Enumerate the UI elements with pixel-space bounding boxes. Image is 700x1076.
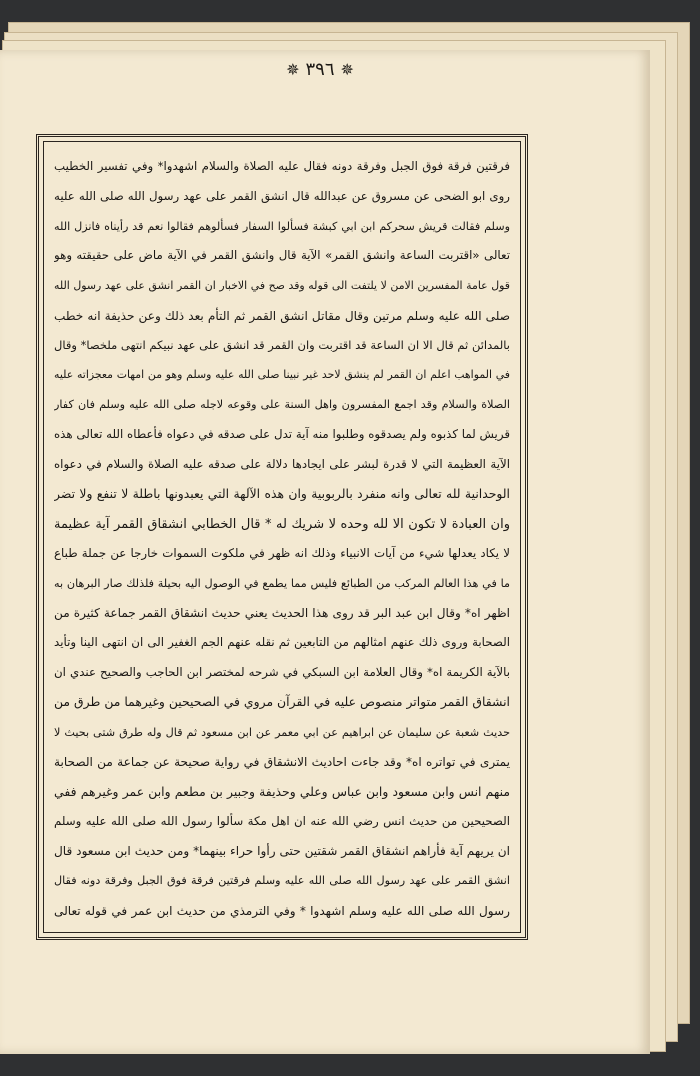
text-line: روى ابو الضحى عن مسروق عن عبدالله قال انشق القمر على عهد رسول الله صلى الله عليه	[54, 188, 510, 203]
page-number: ٣٩٦	[305, 58, 335, 80]
text-line: اظهر اه* وقال ابن عبد البر قد روى هذا الحديث يعني حديث انشقاق القمر جماعة كثيرة من	[54, 606, 510, 621]
text-line: الصحيحين من حديث انس رضي الله عنه ان اهل مكة سألوا رسول الله صلى الله عليه وسلم	[54, 813, 510, 828]
text-frame	[36, 134, 528, 940]
ornament-star-icon: ✵	[340, 59, 354, 79]
text-line: لا يكاد يعدلها شيء من آيات الانبياء وذلك انه ظهر في ملكوت السموات خارجا عن جملة طباع	[54, 545, 510, 560]
text-line: صلى الله عليه وسلم مرتين وقال مقاتل انشق القمر ثم التأم بعد ذلك وعن حذيفة انه خطب	[54, 308, 510, 323]
text-line: انشقاق القمر متواتر منصوص عليه في القرآن مروي في الصحيحين وغيرهما من طرق من	[54, 694, 510, 710]
text-line: الآية العظيمة التي لا قدرة لبشر على ايجادها دلالة على صدقه عليه الصلاة والسلام في دعواه	[54, 456, 510, 471]
page-number-header	[250, 56, 390, 82]
text-line: منهم انس وابن مسعود وابن عباس وعلي وحذيفة وجبير بن مطعم وابن عمر وغيرهم ففي	[54, 783, 510, 799]
text-line: ما في هذا العالم المركب من الطبائع فليس مما يطمع في الوصول اليه بحيلة فلذلك صار البرهان به	[54, 576, 510, 590]
text-line: الوحدانية لله تعالى وانه منفرد بالربوبية وان هذه الآلهة التي يعبدونها باطلة لا تنفع ولا تضر	[54, 486, 510, 502]
text-line: حديث شعبة عن سليمان عن ابراهيم عن ابي معمر عن ابن مسعود ثم قال وله طرق شتى بحيث لا	[54, 725, 510, 739]
text-line: وان العبادة لا تكون الا لله وحده لا شريك له * قال الخطابي انشقاق القمر آية عظيمة	[54, 516, 510, 532]
text-body	[43, 141, 521, 933]
text-line: قول عامة المفسرين الامن لا يلتفت الى قوله وقد صح في الاخبار ان القمر انشق على عهد رسول الله	[54, 278, 510, 292]
text-line: بالمدائن ثم قال الا ان الساعة قد اقتربت وان القمر قد انشق على عهد نبيكم انتهى ملخصا* وقال	[54, 337, 510, 352]
text-line: الصلاة والسلام وقد اجمع المفسرون واهل السنة على وقوعه لاجله صلى الله عليه وسلم فان كفار	[54, 398, 510, 412]
text-line: يمترى في تواتره اه* وقد جاءت احاديث الانشقاق في رواية صحيحة عن جماعة من الصحابة	[54, 754, 510, 769]
text-line: تعالى «اقتربت الساعة وانشق القمر» الآية قال وانشق القمر في الآية ماض على حقيقته وهو	[54, 248, 510, 263]
text-line: فرقتين فرقة فوق الجبل وفرقة دونه فقال عليه الصلاة والسلام اشهدوا* وفي تفسير الخطيب	[54, 159, 510, 174]
text-line: قريش لما كذبوه ولم يصدقوه وطلبوا منه آية تدل على صدقه في دعواه فأعطاه الله تعالى هذه	[54, 426, 510, 441]
text-line: الصحابة وروى ذلك عنهم امثالهم من التابعين ثم نقله عنهم الجم الغفير الى ان انتهى الينا وتأيد	[54, 635, 510, 650]
text-line: بالآية الكريمة اه* وقال العلامة ابن السبكي في شرحه لمختصر ابن الحاجب والصحيح عندي ان	[54, 664, 510, 679]
text-line: ان يريهم آية فأراهم انشقاق القمر شقتين حتى رأوا حراء بينهما* ومن حديث ابن مسعود قال	[54, 844, 510, 859]
text-line: رسول الله صلى الله عليه وسلم اشهدوا * وفي الترمذي من حديث ابن عمر في قوله تعالى	[54, 903, 510, 918]
text-line: انشق القمر على عهد رسول الله صلى الله عليه وسلم فرقتين فرقة فوق الجبل وفرقة دونه فقال	[54, 874, 510, 888]
text-line: وسلم فقالت قريش سحركم ابن ابي كبشة فسألوا السفار فسألوهم فقالوا نعم قد رأيناه فانزل الله	[54, 219, 510, 233]
ornament-star-icon: ✵	[286, 59, 300, 79]
text-line: في المواهب اعلم ان القمر لم ينشق لاحد غير نبينا صلى الله عليه وسلم وهو من امهات معجزاته عليه	[54, 367, 510, 381]
